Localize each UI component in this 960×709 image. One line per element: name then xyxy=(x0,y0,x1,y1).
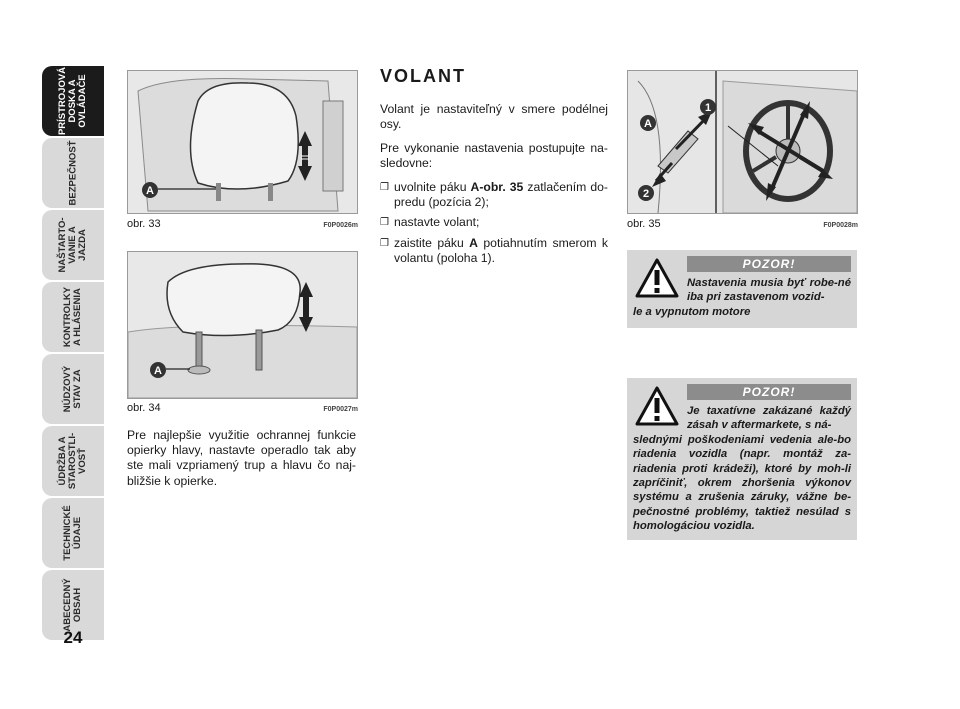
caption-code: F0P0027m xyxy=(323,406,358,413)
figure-34-caption xyxy=(127,402,358,414)
tab-pristrojova-doska[interactable] xyxy=(42,66,104,136)
intro-paragraph-2: Pre vykonanie nastavenia postupujte na-sledovne: xyxy=(380,141,608,171)
caption-text: obr. 34 xyxy=(127,402,161,414)
caption-code: F0P0028m xyxy=(823,222,858,229)
figure-33-headrest xyxy=(127,70,358,214)
list-item: ❐ zaistite páku A potiahnutím smerom k volantu (poloha 1). xyxy=(380,236,608,266)
tab-label: NAŠTARTO- VANIE A JAZDA xyxy=(57,217,88,273)
warning-box-1 xyxy=(627,250,857,328)
steering-wheel-illustration xyxy=(628,71,857,213)
instruction-list xyxy=(380,180,608,271)
intro-paragraph-1: Volant je nastaviteľný v smere podélnej osy. xyxy=(380,102,608,132)
tab-udrzba[interactable] xyxy=(42,426,104,496)
warning-box-2 xyxy=(627,378,857,540)
figure-35-caption xyxy=(627,218,858,230)
tab-label: KONTROLKY A HLÁSENIA xyxy=(62,286,83,348)
tab-technicke-udaje[interactable] xyxy=(42,498,104,568)
tab-label: PRÍSTROJOVÁ DOSKA A OVLÁDAČE xyxy=(57,66,89,136)
label-2: 2 xyxy=(642,188,650,200)
list-item: ❐ uvolnite páku A-obr. 35 zatlačením do-predu (pozícia 2); xyxy=(380,180,608,210)
tab-label: BEZPEČNOSŤ xyxy=(67,140,78,206)
caption-text: obr. 33 xyxy=(127,218,161,230)
tab-bezpecnost[interactable] xyxy=(42,138,104,208)
headrest-illustration xyxy=(128,71,357,213)
tab-label: ABECEDNÝ OBSAH xyxy=(62,578,83,632)
caption-text: obr. 35 xyxy=(627,218,661,230)
tab-nudzovy-stav[interactable] xyxy=(42,354,104,424)
warning-text: Nastavenia musia byť robe-né iba pri zastavenom vozid- le a vypnutom motore xyxy=(633,277,851,318)
list-item: ❐ nastavte volant; xyxy=(380,215,608,230)
tab-label: ÚDRŽBA A STAROSTLI- VOSŤ xyxy=(57,432,88,490)
headrest-illustration xyxy=(128,252,357,398)
tab-label: NÚDZOVÝ STAV ZA xyxy=(62,365,83,413)
label-a: A xyxy=(644,118,652,130)
tab-nastartovanie[interactable] xyxy=(42,210,104,280)
figure-34-headrest xyxy=(127,251,358,399)
label-a: A xyxy=(154,365,162,377)
tab-kontrolky[interactable] xyxy=(42,282,104,352)
label-a: A xyxy=(146,185,154,197)
section-title: VOLANT xyxy=(380,66,466,86)
tab-label: TECHNICKÉ ÚDAJE xyxy=(62,505,83,561)
figure-35-steering-wheel xyxy=(627,70,858,214)
warning-text: Je taxatívne zakázané každý zásah v aftermarkete, s ná- slednými poškodeniami vedenia ale-bo riadenia vozidla (napr. montáž za-riadenia proti krádeži), ktoré by moh-li zapríčiniť, okrem zhoršenia výkonov systému a zrušenia záruky, vážne be-pečnostné problémy, taktiež nesúlad s homologáciou vozidla. xyxy=(633,405,851,533)
headrest-advice-paragraph: Pre najlepšie využitie ochrannej funkcie opierky hlavy, nastavte operadlo tak aby ste mali vzpriamený trup a hlavu čo naj-bližšie k opierke. xyxy=(127,428,356,488)
figure-33-caption xyxy=(127,218,358,230)
label-1: 1 xyxy=(704,102,712,114)
caption-code: F0P0026m xyxy=(323,222,358,229)
warning-heading: POZOR! xyxy=(687,384,851,400)
warning-heading: POZOR! xyxy=(687,256,851,272)
page-number: 24 xyxy=(63,628,83,647)
